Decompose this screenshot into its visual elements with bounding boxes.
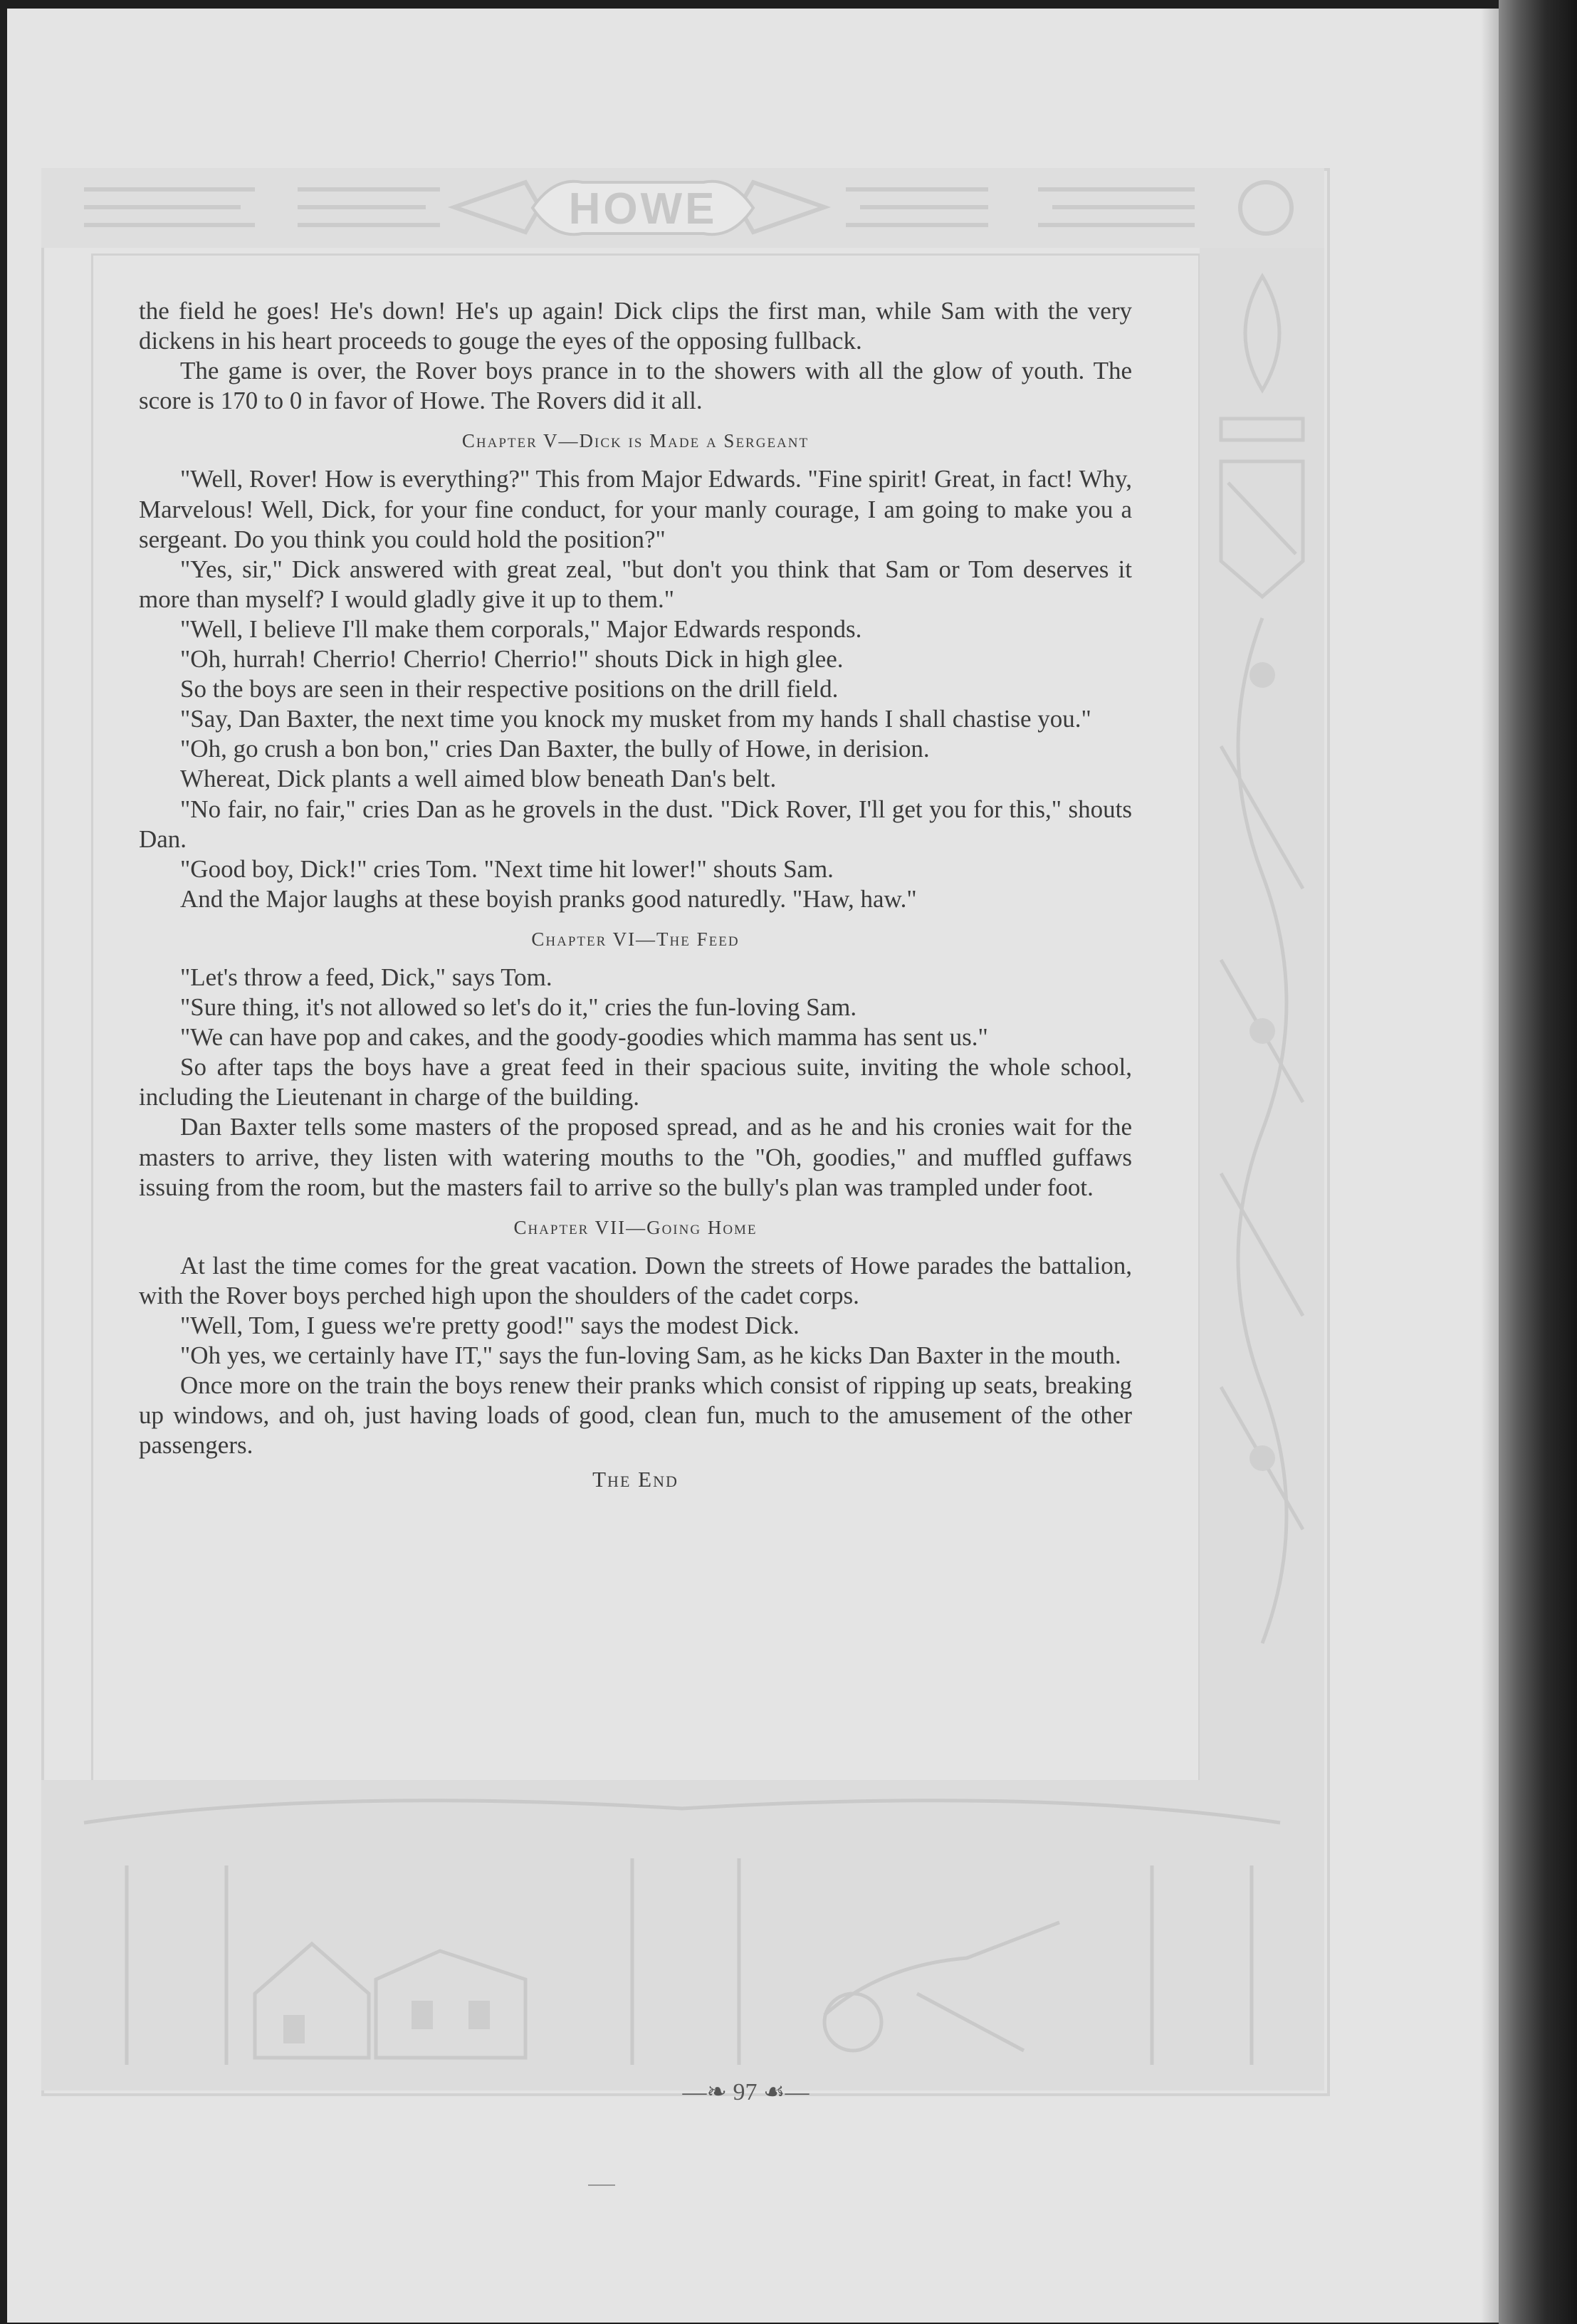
right-ornament-band [1200,248,1324,1786]
paragraph: The game is over, the Rover boys prance in to the showers with all the glow of youth. The score is 170 to 0 in favor of Howe. The Rovers did it all. [139,357,1132,415]
book-spine [1499,0,1577,2324]
paragraph: "Oh yes, we certainly have IT," says the fun-loving Sam, as he kicks Dan Baxter in the mouth. [180,1341,1121,1370]
paragraph: "Oh, go crush a bon bon," cries Dan Baxter, the bully of Howe, in derision. [180,735,930,763]
top-ornament-band [41,168,1324,248]
paragraph: Once more on the train the boys renew their pranks which consist of ripping up seats, breaking up windows, and oh, just having loads of good, clean fun, much to the amusement of the other passengers. [139,1371,1132,1460]
paragraph: So the boys are seen in their respective positions on the drill field. [180,675,839,703]
the-end-label: The End [592,1467,679,1492]
banner-title: HOWE [568,184,718,234]
paragraph: "Well, Tom, I guess we're pretty good!" says the modest Dick. [180,1312,800,1339]
paragraph: "Sure thing, it's not allowed so let's do it," cries the fun-loving Sam. [180,993,857,1022]
paragraph: "Well, Rover! How is everything?" This from Major Edwards. "Fine spirit! Great, in fact! Why, Marvelous! Well, Dick, for your fine conduct, for your manly courage, I am going to make you a sergeant. Do you think you could hold the position?" [139,465,1133,553]
paragraph: the field he goes! He's down! He's up again! Dick clips the first man, while Sam with the very dickens in his heart proceeds to gouge the eyes of the opposing fullback. [139,297,1132,355]
story-text [139,296,1132,1495]
chapter-heading: Chapter V—Dick is Made a Sergeant [461,430,810,452]
page-number: —❧ 97 ☙— [682,2079,810,2105]
paragraph: "Oh, hurrah! Cherrio! Cherrio! Cherrio!" shouts Dick in high glee. [180,645,844,674]
chapter-heading: Chapter VI—The Feed [531,928,740,950]
paragraph: At last the time comes for the great vacation. Down the streets of Howe parades the battalion, with the Rover boys perched high upon the shoulders of the cadet corps. [139,1251,1132,1309]
paragraph: Whereat, Dick plants a well aimed blow beneath Dan's belt. [180,765,777,793]
paragraph: Dan Baxter tells some masters of the proposed spread, and as he and his cronies wait for the masters to arrive, they listen with watering mouths to the "Oh, goodies," and muffled guffaws issuing from the room, but the masters fail to arrive so the bully's plan was trampled under foot. [139,1113,1132,1201]
paragraph: "Good boy, Dick!" cries Tom. "Next time hit lower!" shouts Sam. [180,854,834,883]
paragraph: "Well, I believe I'll make them corporals," Major Edwards responds. [180,614,862,643]
paragraph: "We can have pop and cakes, and the goody-goodies which mamma has sent us." [180,1023,988,1052]
paragraph: "Let's throw a feed, Dick," says Tom. [180,963,552,991]
paragraph: "No fair, no fair," cries Dan as he grovels in the dust. "Dick Rover, I'll get you for this," shouts Dan. [139,795,1132,853]
paragraph: "Say, Dan Baxter, the next time you knock my musket from my hands I shall chastise you." [180,705,1091,733]
bottom-ornament-vignette [41,1780,1324,2090]
page-mark [588,2184,615,2186]
paragraph: So after taps the boys have a great feed in their spacious suite, inviting the whole school, including the Lieutenant in charge of the building. [139,1053,1132,1111]
paragraph: "Yes, sir," Dick answered with great zeal, "but don't you think that Sam or Tom deserves it more than myself? I would gladly give it up to them." [139,555,1132,613]
paragraph: And the Major laughs at these boyish pranks good naturedly. "Haw, haw." [180,884,917,913]
page-gutter-shadow [1481,9,1499,2323]
chapter-heading: Chapter VII—Going Home [513,1216,758,1238]
